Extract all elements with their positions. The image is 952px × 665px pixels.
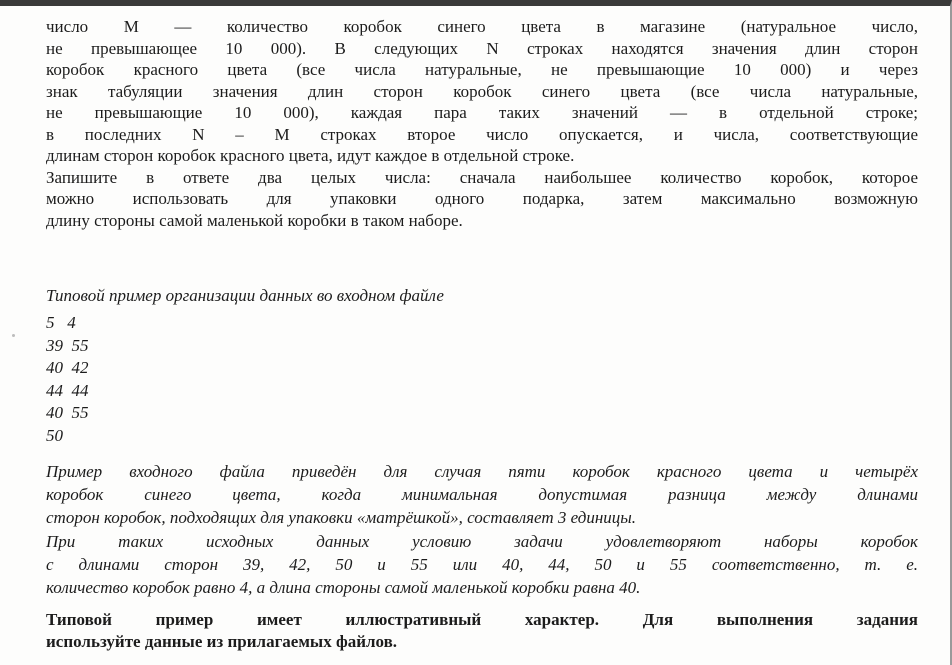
- text-line: При таких исходных данных условию задачи удовлетворяют наборы коробок: [46, 531, 918, 551]
- text-line: Запишите в ответе два целых числа: сначала наибольшее количество коробок, которое: [46, 167, 918, 187]
- note-paragraph: [46, 609, 918, 653]
- text-line: с длинами сторон 39, 42, 50 и 55 или 40, 44, 50 и 55 соответственно, т. е.: [46, 554, 918, 574]
- data-row: 40 42: [46, 358, 89, 377]
- text-line: Пример входного файла приведён для случая пяти коробок красного цвета и четырёх: [46, 462, 918, 481]
- text-line: число M — количество коробок синего цвета в магазине (натуральное число,: [46, 17, 918, 36]
- text-line: не превышающее 10 000). В следующих N строках находятся значения длин сторон: [46, 38, 918, 58]
- text-line: длину стороны самой маленькой коробки в таком наборе.: [46, 210, 463, 230]
- text-line: не превышающие 10 000), каждая пара таких значений — в отдельной строке;: [46, 103, 918, 122]
- example-explanation: [46, 460, 918, 599]
- text-line: количество коробок равно 4, а длина стороны самой маленькой коробки равна 40.: [46, 578, 641, 598]
- text-line: знак табуляции значения длин сторон коробок синего цвета (все числа натуральные,: [46, 81, 918, 101]
- data-row: 5 4: [46, 313, 76, 332]
- text-line: длинам сторон коробок красного цвета, идут каждое в отдельной строке.: [46, 146, 575, 165]
- data-row: 39 55: [46, 335, 89, 355]
- text-line: коробок синего цвета, когда минимальная допустимая разница между длинами: [46, 485, 918, 505]
- task-paragraph: [46, 16, 918, 231]
- text-line: можно использовать для упаковки одного подарка, затем максимально возможную: [46, 189, 918, 208]
- text-line: используйте данные из прилагаемых файлов.: [46, 632, 398, 651]
- text-line: в последних N – M строках второе число опускается, и числа, соответствующие: [46, 124, 918, 144]
- text-line: коробок красного цвета (все числа натуральные, не превышающие 10 000) и через: [46, 60, 918, 79]
- text-line: сторон коробок, подходящих для упаковки «матрёшкой», составляет 3 единицы.: [46, 508, 637, 528]
- data-row: 50: [46, 425, 63, 445]
- data-row: 44 44: [46, 380, 89, 400]
- data-row: 40 55: [46, 403, 89, 422]
- scan-speck: [12, 334, 15, 337]
- example-heading: Типовой пример организации данных во входном файле: [46, 286, 444, 305]
- text-line: Типовой пример имеет иллюстративный характер. Для выполнения задания: [46, 610, 918, 629]
- example-data-block: [46, 312, 89, 447]
